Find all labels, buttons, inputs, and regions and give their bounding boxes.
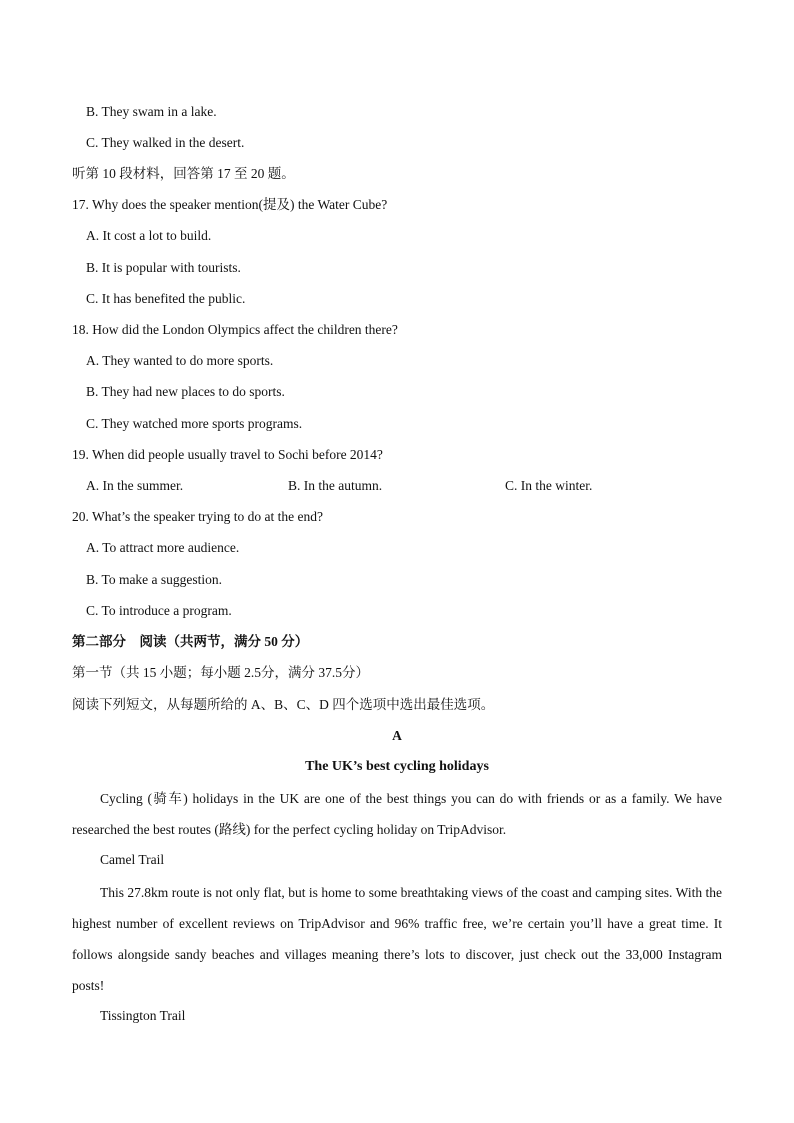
q19-option-a: A. In the summer. bbox=[86, 478, 184, 493]
q18-option-a: A. They wanted to do more sports. bbox=[86, 353, 274, 368]
q20-option-c: C. To introduce a program. bbox=[86, 603, 232, 618]
q18-option-c: C. They watched more sports programs. bbox=[86, 416, 303, 431]
q16-option-b: B. They swam in a lake. bbox=[86, 104, 217, 119]
q17-stem: 17. Why does the speaker mention(提及) the Water Cube? bbox=[72, 197, 388, 212]
q20-option-a: A. To attract more audience. bbox=[86, 540, 240, 555]
passage-intro: Cycling (骑车) holidays in the UK are one of the best things you can do with friends or as a family. We have researched the best routes (路线) for the perfect cycling holiday on TripAdvisor. bbox=[72, 791, 722, 837]
q18-stem: 18. How did the London Olympics affect the children there? bbox=[72, 322, 398, 337]
q20-option-b: B. To make a suggestion. bbox=[86, 572, 223, 587]
q17-option-b: B. It is popular with tourists. bbox=[86, 260, 241, 275]
section1-heading: 第一节（共 15 小题；每小题 2.5分，满分 37.5分） bbox=[72, 665, 369, 680]
q17-option-a: A. It cost a lot to build. bbox=[86, 228, 212, 243]
camel-trail-body: This 27.8km route is not only flat, but is home to some breathtaking views of the coast and camping sites. With the highest number of excellent reviews on TripAdvisor and 96% traffic free, we’re certain you’ll have a great time. It follows alongside sandy beaches and villages meaning there’s lots to discover, just check out the 33,000 Instagram posts! bbox=[72, 885, 722, 993]
section10-instruction: 听第 10 段材料，回答第 17 至 20 题。 bbox=[72, 166, 295, 181]
q19-option-b: B. In the autumn. bbox=[288, 478, 383, 493]
reading-instruction: 阅读下列短文，从每题所给的 A、B、C、D 四个选项中选出最佳选项。 bbox=[72, 697, 495, 712]
camel-trail-heading: Camel Trail bbox=[100, 852, 165, 867]
q17-option-c: C. It has benefited the public. bbox=[86, 291, 246, 306]
passage-letter: A bbox=[392, 728, 402, 743]
q20-stem: 20. What’s the speaker trying to do at the end? bbox=[72, 509, 323, 524]
part2-heading: 第二部分 阅读（共两节，满分 50 分） bbox=[72, 634, 309, 649]
passage-title: The UK’s best cycling holidays bbox=[305, 759, 489, 774]
q16-option-c: C. They walked in the desert. bbox=[86, 135, 245, 150]
q19-option-c: C. In the winter. bbox=[505, 478, 593, 493]
q19-stem: 19. When did people usually travel to Sochi before 2014? bbox=[72, 447, 383, 462]
q18-option-b: B. They had new places to do sports. bbox=[86, 384, 285, 399]
tissington-trail-heading: Tissington Trail bbox=[100, 1008, 186, 1023]
